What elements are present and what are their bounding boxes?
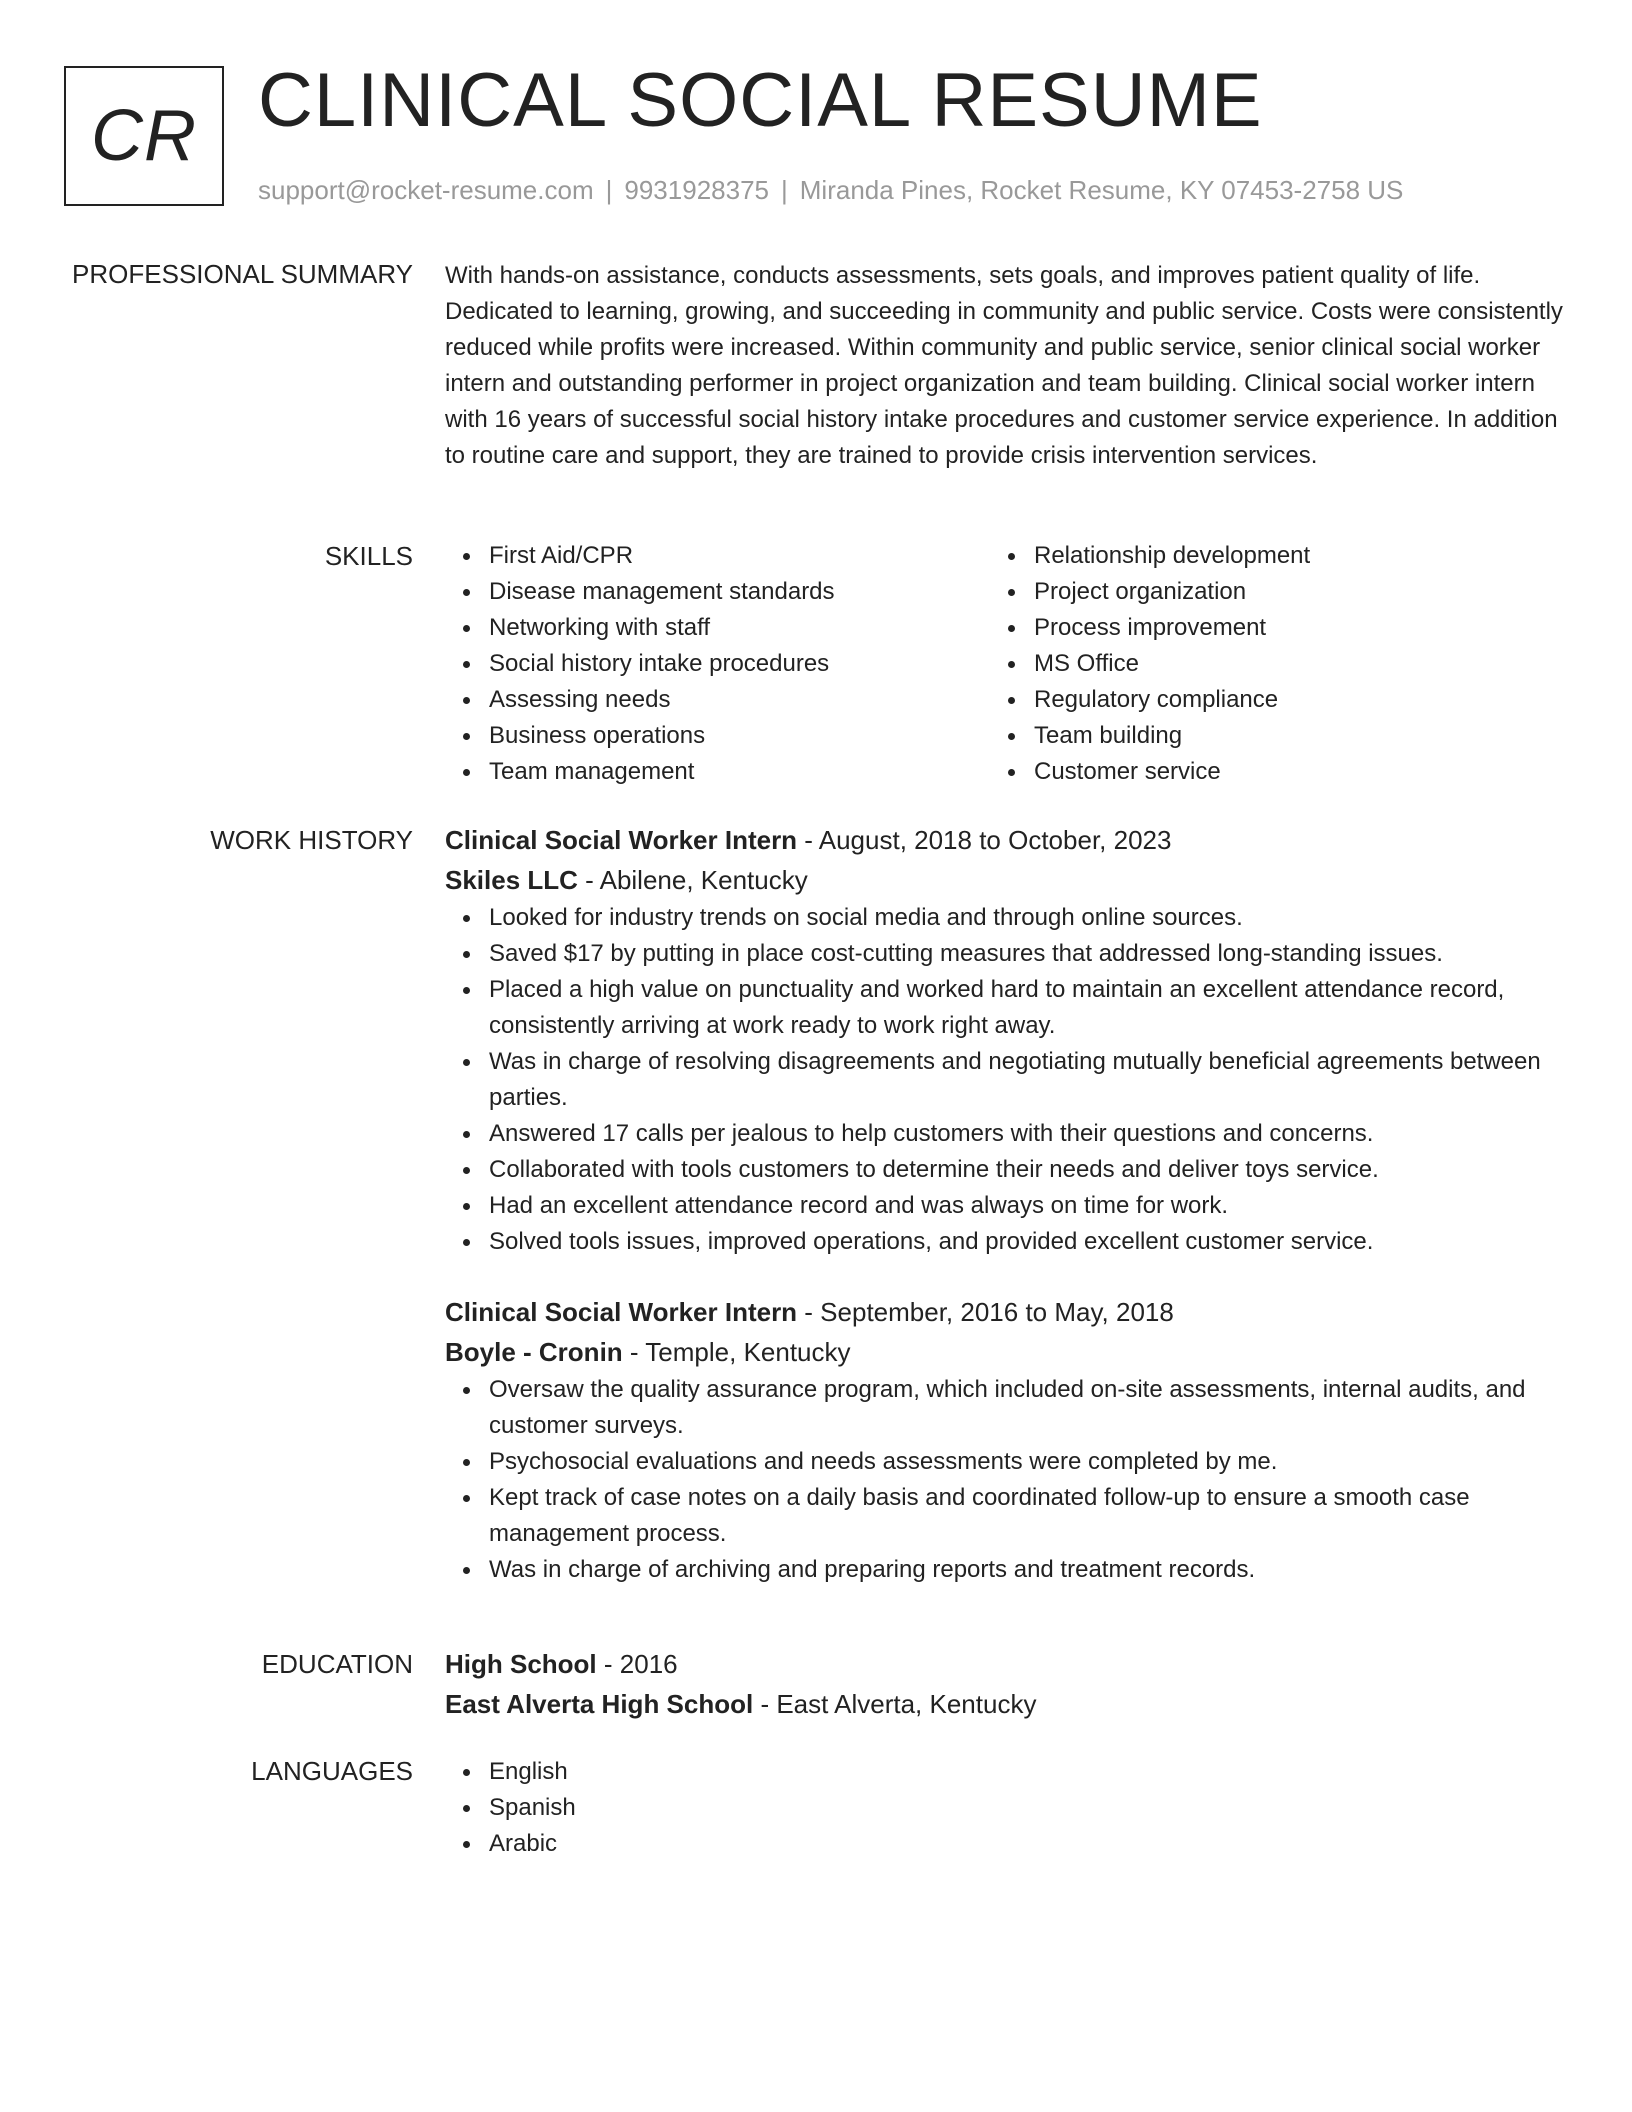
skills-content <box>445 538 1565 790</box>
language-item: English <box>445 1754 1565 1790</box>
education-content <box>445 1644 1565 1724</box>
job-bullet: Was in charge of resolving disagreements and negotiating mutually beneficial agreements between parties. <box>445 1044 1565 1116</box>
job-bullet: Looked for industry trends on social media and through online sources. <box>445 900 1565 936</box>
job-company-line <box>445 1332 1565 1372</box>
job-location: - Temple, Kentucky <box>622 1337 851 1367</box>
job-bullet: Was in charge of archiving and preparing reports and treatment records. <box>445 1552 1565 1588</box>
job-company: Boyle - Cronin <box>445 1337 623 1367</box>
skill-item: Regulatory compliance <box>990 682 1530 718</box>
skill-item: Business operations <box>445 718 985 754</box>
section-label-summary: PROFESSIONAL SUMMARY <box>72 259 413 289</box>
contact-separator: | <box>605 175 613 205</box>
skill-item: Relationship development <box>990 538 1530 574</box>
job-bullet: Oversaw the quality assurance program, which included on-site assessments, internal audits, and customer surveys. <box>445 1372 1565 1444</box>
job-bullet: Psychosocial evaluations and needs assessments were completed by me. <box>445 1444 1565 1480</box>
education-school-line <box>445 1684 1565 1724</box>
section-label-work-history: WORK HISTORY <box>210 825 413 855</box>
section-label-languages: LANGUAGES <box>251 1756 413 1786</box>
language-item: Arabic <box>445 1826 1565 1862</box>
page-title: CLINICAL SOCIAL RESUME <box>258 58 1263 143</box>
job-title: Clinical Social Worker Intern <box>445 1297 798 1327</box>
languages-content <box>445 1754 1565 1862</box>
skill-item: Team building <box>990 718 1530 754</box>
job-entry <box>445 820 1565 1260</box>
education-degree-line <box>445 1644 1565 1684</box>
skill-item: Assessing needs <box>445 682 985 718</box>
job-location: - Abilene, Kentucky <box>577 865 808 895</box>
work-history-content <box>445 820 1565 1588</box>
job-title-line <box>445 820 1565 860</box>
job-entry <box>445 1292 1565 1588</box>
skill-item: Customer service <box>990 754 1530 790</box>
skill-item: Disease management standards <box>445 574 985 610</box>
job-bullet: Saved $17 by putting in place cost-cutting measures that addressed long-standing issues. <box>445 936 1565 972</box>
skill-item: First Aid/CPR <box>445 538 985 574</box>
skills-list-right <box>990 538 1530 790</box>
section-label-skills: SKILLS <box>324 541 413 571</box>
skill-item: Team management <box>445 754 985 790</box>
section-label-education: EDUCATION <box>261 1649 413 1679</box>
education-school: East Alverta High School <box>445 1689 754 1719</box>
contact-phone: 9931928375 <box>624 175 769 205</box>
job-bullet: Solved tools issues, improved operations, and provided excellent customer service. <box>445 1224 1565 1260</box>
job-company: Skiles LLC <box>445 865 578 895</box>
skill-item: Networking with staff <box>445 610 985 646</box>
job-bullet: Placed a high value on punctuality and worked hard to maintain an excellent attendance record, consistently arriving at work ready to work right away. <box>445 972 1565 1044</box>
education-year: - 2016 <box>596 1649 678 1679</box>
skills-columns <box>445 538 1565 790</box>
skill-item: MS Office <box>990 646 1530 682</box>
job-bullet-list <box>445 1372 1565 1588</box>
job-bullet: Answered 17 calls per jealous to help customers with their questions and concerns. <box>445 1116 1565 1152</box>
languages-list <box>445 1754 1565 1862</box>
job-dates: - August, 2018 to October, 2023 <box>797 825 1172 855</box>
skill-item: Process improvement <box>990 610 1530 646</box>
job-bullet: Collaborated with tools customers to determine their needs and deliver toys service. <box>445 1152 1565 1188</box>
monogram-badge: CR <box>64 66 224 206</box>
job-dates: - September, 2016 to May, 2018 <box>797 1297 1174 1327</box>
summary-text: With hands-on assistance, conducts assessments, sets goals, and improves patient quality of life. Dedicated to learning, growing, and succeeding in community and public service. Costs were consistently reduced while profits were increased. Within community and public service, senior clinical social worker intern and outstanding performer in project organization and team building. Clinical social worker intern with 16 years of successful social history intake procedures and customer service experience. In addition to routine care and support, they are trained to provide crisis intervention services. <box>445 262 1563 469</box>
job-title: Clinical Social Worker Intern <box>445 825 798 855</box>
job-title-line <box>445 1292 1565 1332</box>
job-bullet: Had an excellent attendance record and was always on time for work. <box>445 1188 1565 1224</box>
skills-list-left <box>445 538 985 790</box>
language-item: Spanish <box>445 1790 1565 1826</box>
job-bullet-list <box>445 900 1565 1260</box>
contact-email: support@rocket-resume.com <box>258 175 594 205</box>
job-bullet: Kept track of case notes on a daily basis and coordinated follow-up to ensure a smooth case management process. <box>445 1480 1565 1552</box>
education-degree: High School <box>445 1649 597 1679</box>
contact-line <box>258 172 1403 208</box>
education-location: - East Alverta, Kentucky <box>753 1689 1037 1719</box>
job-company-line <box>445 860 1565 900</box>
skill-item: Social history intake procedures <box>445 646 985 682</box>
summary-content <box>445 258 1565 474</box>
contact-address: Miranda Pines, Rocket Resume, KY 07453-2758 US <box>799 175 1404 205</box>
contact-separator: | <box>781 175 788 205</box>
skill-item: Project organization <box>990 574 1530 610</box>
